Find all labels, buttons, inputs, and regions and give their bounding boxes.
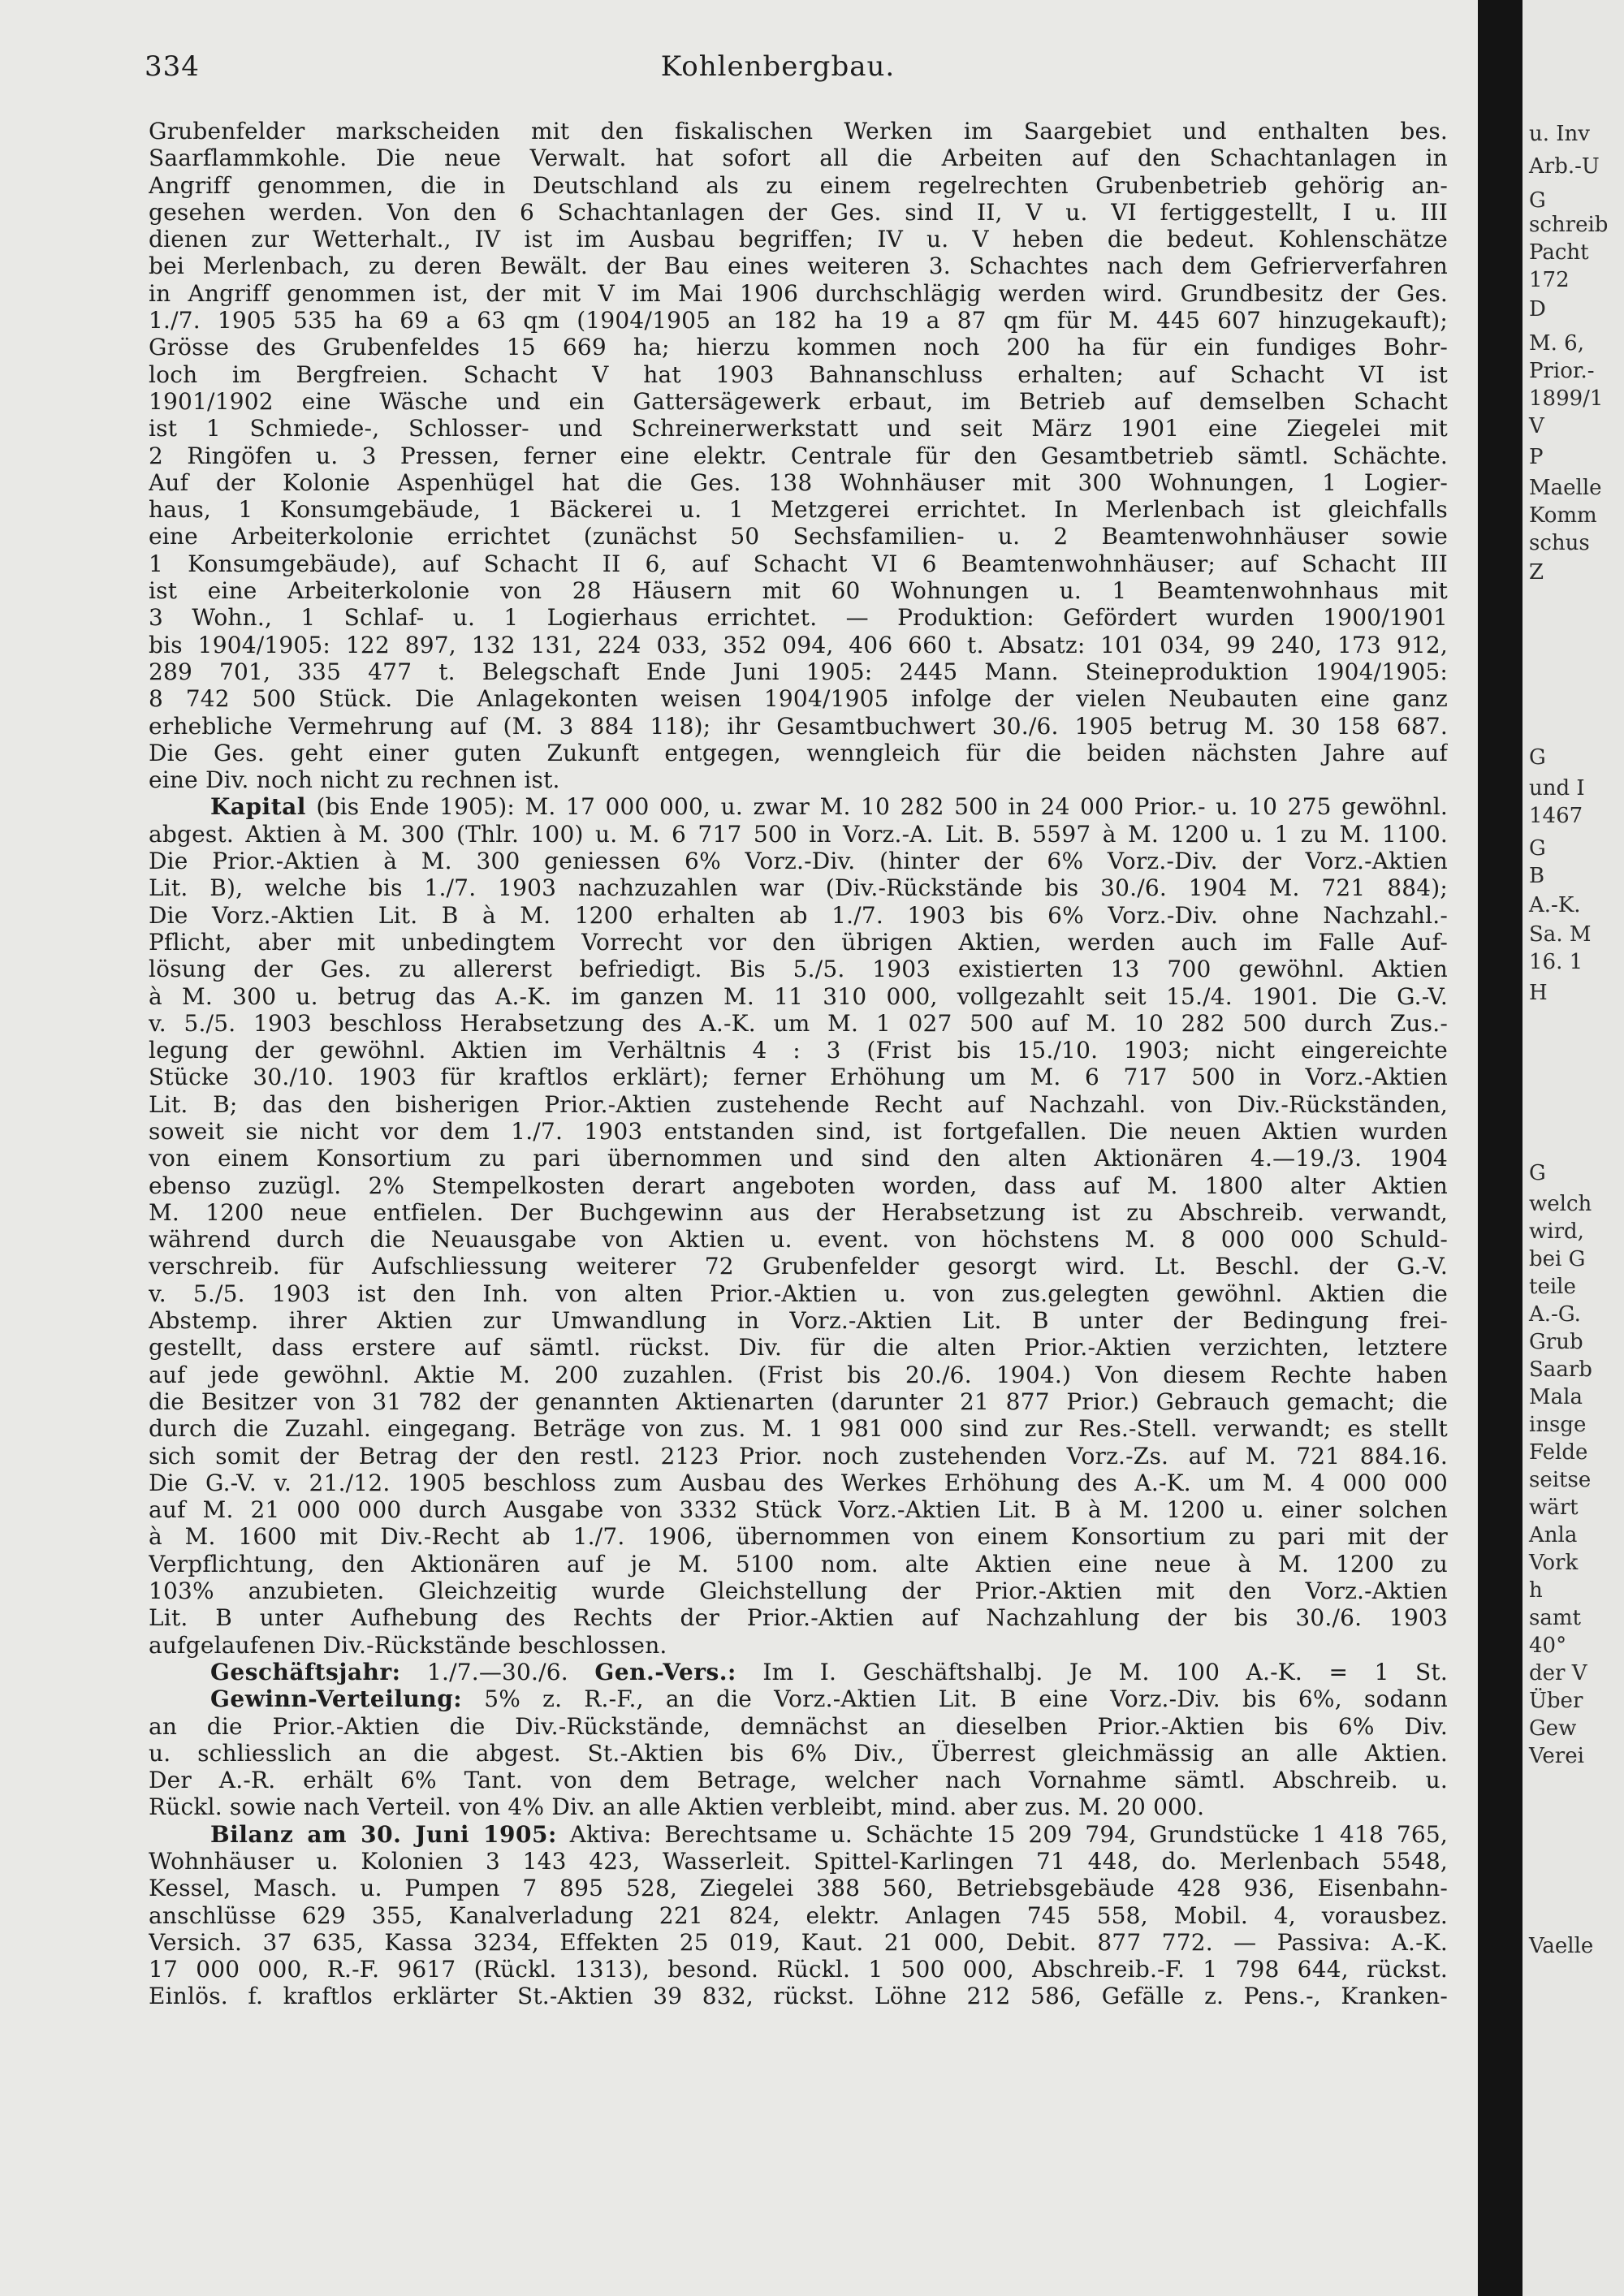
text-line [149, 1145, 1448, 1172]
line-text: aufgelaufenen Div.-Rückstände beschlossen. [149, 1631, 667, 1659]
text-line [149, 118, 1448, 145]
adjacent-page-text: seitse [1529, 1468, 1592, 1492]
text-line [149, 1253, 1448, 1280]
text-line [149, 496, 1448, 523]
text-line [149, 442, 1448, 469]
line-text: (bis Ende 1905): M. 17 000 000, u. zwar M. 10 282 500 in 24 000 Prior.- u. 10 275 gewöhnl. [305, 793, 1448, 821]
text-line [149, 793, 1448, 820]
line-text: abgest. Aktien à M. 300 (Thlr. 100) u. M. 6 717 500 in Vorz.-A. Lit. B. 5597 à M. 1200 u. 1 zu M. 1100. [149, 820, 1448, 848]
adjacent-page-text: Arb.-U [1529, 154, 1600, 179]
body-text [149, 118, 1448, 2010]
adjacent-page-text: V [1529, 414, 1544, 438]
text-line [149, 252, 1448, 279]
text-line [149, 1496, 1448, 1523]
line-text: Saarflammkohle. Die neue Verwalt. hat sofort all die Arbeiten auf den Schachtanlagen in [149, 145, 1448, 172]
text-line [149, 1226, 1448, 1253]
line-text: soweit sie nicht vor dem 1./7. 1903 entstanden sind, ist fortgefallen. Die neuen Aktien wurden [149, 1117, 1448, 1145]
text-line [149, 226, 1448, 252]
adjacent-page-text: H [1529, 981, 1548, 1005]
text-line [149, 1470, 1448, 1496]
text-line [149, 199, 1448, 226]
line-text: Grösse des Grubenfeldes 15 669 ha; hierzu kommen noch 200 ha für ein fundiges Bohr- [149, 334, 1448, 361]
line-text: Kessel, Masch. u. Pumpen 7 895 528, Ziegelei 388 560, Betriebsgebäude 428 936, Eisenbahn- [149, 1875, 1448, 1902]
line-text: während durch die Neuausgabe von Aktien u. event. von höchstens M. 8 000 000 Schuld- [149, 1226, 1448, 1254]
text-line [149, 1199, 1448, 1226]
line-text: v. 5./5. 1903 beschloss Herabsetzung des A.-K. um M. 1 027 500 auf M. 10 282 500 durch Zus.- [149, 1009, 1448, 1037]
text-line [149, 1551, 1448, 1577]
text-line [149, 469, 1448, 496]
line-text: à M. 300 u. betrug das A.-K. im ganzen M. 11 310 000, vollgezahlt seit 15./4. 1901. Die G.-V. [149, 982, 1448, 1010]
text-line [149, 1821, 1448, 1848]
text-line [149, 1956, 1448, 1983]
text-line [149, 1362, 1448, 1388]
text-line [149, 848, 1448, 874]
adjacent-page-text: 1899/1 [1529, 386, 1604, 411]
adjacent-page-text: Saarb [1529, 1357, 1592, 1382]
line-text: Die G.-V. v. 21./12. 1905 beschloss zum Ausbau des Werkes Erhöhung des A.-K. um M. 4 000 000 [149, 1469, 1448, 1496]
adjacent-page-text: G [1529, 745, 1546, 770]
line-text: 8 742 500 Stück. Die Anlagekonten weisen 1904/1905 infolge der vielen Neubauten eine ganz [149, 685, 1448, 713]
text-line [149, 1334, 1448, 1361]
line-text: v. 5./5. 1903 ist den Inh. von alten Prior.-Aktien u. von zus.gelegten gewöhnl. Aktien die [149, 1280, 1448, 1307]
text-line [149, 766, 1448, 793]
line-text: dienen zur Wetterhalt., IV ist im Ausbau begriffen; IV u. V heben die bedeut. Kohlenschätze [149, 226, 1448, 253]
text-line [149, 1929, 1448, 1956]
text-line [149, 713, 1448, 740]
text-line [149, 821, 1448, 848]
line-text: gestellt, dass erstere auf sämtl. rückst. Div. für die alten Prior.-Aktien verzichten, letztere [149, 1334, 1448, 1362]
line-text: auf M. 21 000 000 durch Ausgabe von 3332 Stück Vorz.-Aktien Lit. B à M. 1200 u. einer solchen [149, 1496, 1448, 1524]
text-line [149, 1604, 1448, 1631]
page-number: 334 [145, 50, 200, 83]
text-line [149, 874, 1448, 901]
text-line [149, 1118, 1448, 1145]
line-text: Grubenfelder markscheiden mit den fiskalischen Werken im Saargebiet und enthalten bes. [149, 118, 1448, 145]
text-line [149, 1064, 1448, 1090]
line-text: 103% anzubieten. Gleichzeitig wurde Gleichstellung der Prior.-Aktien mit den Vorz.-Aktien [149, 1577, 1448, 1605]
line-text: Auf der Kolonie Aspenhügel hat die Ges. 138 Wohnhäuser mit 300 Wohnungen, 1 Logier- [149, 468, 1448, 496]
adjacent-page-text: G [1529, 1161, 1546, 1185]
line-text: Verpflichtung, den Aktionären auf je M. 5100 nom. alte Aktien eine neue à M. 1200 zu [149, 1550, 1448, 1577]
line-text: durch die Zuzahl. eingegang. Beträge von zus. M. 1 981 000 sind zur Res.-Stell. verwandt; es stellt [149, 1415, 1448, 1443]
adjacent-page-text: 1467 [1529, 804, 1583, 828]
line-text: Abstemp. ihrer Aktien zur Umwandlung in Vorz.-Aktien Lit. B unter der Bedingung frei- [149, 1307, 1448, 1335]
adjacent-page-text: und I [1529, 776, 1585, 801]
text-line [149, 1415, 1448, 1442]
adjacent-page-text: insge [1529, 1413, 1587, 1437]
text-line [149, 523, 1448, 550]
text-line [149, 334, 1448, 360]
text-line [149, 902, 1448, 929]
text-line [149, 1523, 1448, 1550]
line-text: Versich. 37 635, Kassa 3234, Effekten 25 019, Kaut. 21 000, Debit. 877 772. — Passiva: A.-K. [149, 1928, 1448, 1956]
text-line [149, 1037, 1448, 1064]
line-text: legung der gewöhnl. Aktien im Verhältnis 4 : 3 (Frist bis 15./10. 1903; nicht eingereichte [149, 1037, 1448, 1064]
line-text: 5% z. R.-F., an die Vorz.-Aktien Lit. B eine Vorz.-Div. bis 6%, sodann [462, 1685, 1448, 1713]
line-text: 289 701, 335 477 t. Belegschaft Ende Juni 1905: 2445 Mann. Steineproduktion 1904/1905: [149, 658, 1448, 685]
section-heading: Gen.-Vers.: [594, 1658, 736, 1685]
line-text: eine Div. noch nicht zu rechnen ist. [149, 766, 560, 794]
line-text: u. schliesslich an die abgest. St.-Aktien bis 6% Div., Überrest gleichmässig an alle Aktien. [149, 1739, 1448, 1767]
adjacent-page-text: Gew [1529, 1716, 1577, 1741]
adjacent-page-text: P [1529, 445, 1544, 469]
text-line [149, 172, 1448, 199]
adjacent-page-text: Komm [1529, 503, 1597, 528]
text-line [149, 1740, 1448, 1767]
line-text: sich somit der Betrag der den restl. 2123 Prior. noch zustehenden Vorz.-Zs. auf M. 721 884.16. [149, 1442, 1448, 1470]
adjacent-page-text: Maelle [1529, 476, 1602, 500]
text-line [149, 1091, 1448, 1118]
line-text: eine Arbeiterkolonie errichtet (zunächst 50 Sechsfamilien- u. 2 Beamtenwohnhäuser sowie [149, 523, 1448, 550]
adjacent-page-text: B [1529, 864, 1545, 888]
section-heading: Bilanz am 30. Juni 1905: [210, 1820, 557, 1848]
adjacent-page-text: Z [1529, 560, 1544, 585]
adjacent-page-text: Vaelle [1529, 1934, 1594, 1958]
text-line [149, 361, 1448, 388]
text-line [149, 983, 1448, 1010]
adjacent-page-text: Grub [1529, 1330, 1583, 1354]
section-heading: Geschäftsjahr: [210, 1658, 401, 1685]
text-line [149, 1577, 1448, 1604]
line-text: Die Ges. geht einer guten Zukunft entgegen, wenngleich für die beiden nächsten Jahre auf [149, 739, 1448, 766]
line-text: 3 Wohn., 1 Schlaf- u. 1 Logierhaus errichtet. — Produktion: Gefördert wurden 1900/1901 [149, 604, 1448, 632]
line-text: Lit. B; das den bisherigen Prior.-Aktien zustehende Recht auf Nachzahl. von Div.-Rückständen, [149, 1090, 1448, 1118]
line-text: 2 Ringöfen u. 3 Pressen, ferner eine elektr. Centrale für den Gesamtbetrieb sämtl. Schächte. [149, 442, 1448, 469]
adjacent-page-text: G [1529, 188, 1546, 213]
line-text: Die Prior.-Aktien à M. 300 geniessen 6% Vorz.-Div. (hinter der 6% Vorz.-Div. der Vorz.-Aktien [149, 848, 1448, 875]
adjacent-page-text: Sa. M [1529, 922, 1592, 947]
line-text: auf jede gewöhnl. Aktie M. 200 zuzahlen. (Frist bis 20./6. 1904.) Von diesem Rechte haben [149, 1361, 1448, 1388]
adjacent-page-text: Mala [1529, 1385, 1583, 1409]
text-line [149, 1388, 1448, 1415]
adjacent-page-text: Vork [1529, 1551, 1579, 1575]
line-text: à M. 1600 mit Div.-Recht ab 1./7. 1906, übernommen von einem Konsortium zu pari mit der [149, 1523, 1448, 1551]
adjacent-page-text: wärt [1529, 1495, 1579, 1520]
text-line [149, 1659, 1448, 1685]
adjacent-page-text: Verei [1529, 1744, 1584, 1768]
text-line [149, 1848, 1448, 1875]
text-line [149, 604, 1448, 631]
adjacent-page-text: der V [1529, 1661, 1587, 1685]
text-line [149, 1307, 1448, 1334]
line-text: Aktiva: Berechtsame u. Schächte 15 209 794, Grundstücke 1 418 765, [556, 1820, 1448, 1848]
line-text: ist eine Arbeiterkolonie von 28 Häusern mit 60 Wohnungen u. 1 Beamtenwohnhaus mit [149, 577, 1448, 605]
text-line [149, 658, 1448, 685]
line-text: Der A.-R. erhält 6% Tant. von dem Betrage, welcher nach Vornahme sämtl. Abschreib. u. [149, 1767, 1448, 1794]
text-line [149, 1010, 1448, 1037]
adjacent-page-fragment [1522, 0, 1624, 2296]
text-line [149, 1793, 1448, 1820]
line-text: loch im Bergfreien. Schacht V hat 1903 Bahnanschluss erhalten; auf Schacht VI ist [149, 360, 1448, 388]
section-heading: Gewinn-Verteilung: [210, 1685, 463, 1713]
line-text: Die Vorz.-Aktien Lit. B à M. 1200 erhalten ab 1./7. 1903 bis 6% Vorz.-Div. ohne Nachzahl.- [149, 901, 1448, 929]
line-text: Einlös. f. kraftlos erklärter St.-Aktien 39 832, rückst. Löhne 212 586, Gefälle z. Pens.-, Kranken- [149, 1983, 1448, 2010]
line-text: Pflicht, aber mit unbedingtem Vorrecht vor den übrigen Aktien, werden auch im Falle Auf- [149, 928, 1448, 956]
text-line [149, 577, 1448, 604]
text-line [149, 280, 1448, 307]
line-text: M. 1200 neue entfielen. Der Buchgewinn aus der Herabsetzung ist zu Abschreib. verwandt, [149, 1198, 1448, 1226]
adjacent-page-text: Pacht [1529, 240, 1589, 265]
text-line [149, 1713, 1448, 1740]
line-text: von einem Konsortium zu pari übernommen und sind den alten Aktionären 4.—19./3. 1904 [149, 1145, 1448, 1172]
line-text: bei Merlenbach, zu deren Bewält. der Bau eines weiteren 3. Schachtes nach dem Gefrierverfahren [149, 252, 1448, 280]
text-line [149, 1443, 1448, 1470]
line-text: Im I. Geschäftshalbj. Je M. 100 A.-K. = 1 St. [736, 1658, 1448, 1685]
line-text: bis 1904/1905: 122 897, 132 131, 224 033, 352 094, 406 660 t. Absatz: 101 034, 99 240, 173 912, [149, 631, 1448, 658]
line-text: Angriff genommen, die in Deutschland als zu einem regelrechten Grubenbetrieb gehörig an- [149, 171, 1448, 199]
text-line [149, 1902, 1448, 1929]
adjacent-page-text: samt [1529, 1606, 1581, 1630]
running-title: Kohlenbergbau. [660, 50, 896, 83]
adjacent-page-text: Über [1529, 1689, 1583, 1713]
binding-gutter [1478, 0, 1522, 2296]
line-text: ebenso zuzügl. 2% Stempelkosten derart angeboten worden, dass auf M. 1800 alter Aktien [149, 1172, 1448, 1199]
line-text: 1./7. 1905 535 ha 69 a 63 qm (1904/1905 an 182 ha 19 a 87 qm für M. 445 607 hinzugekauft); [149, 307, 1448, 334]
line-text: 1901/1902 eine Wäsche und ein Gattersägewerk erbaut, im Betrieb auf demselben Schacht [149, 387, 1448, 415]
line-text: Wohnhäuser u. Kolonien 3 143 423, Wasserleit. Spittel-Karlingen 71 448, do. Merlenbach 5548, [149, 1848, 1448, 1875]
text-line [149, 550, 1448, 577]
line-text: 1 Konsumgebäude), auf Schacht II 6, auf Schacht VI 6 Beamtenwohnhäuser; auf Schacht III [149, 550, 1448, 577]
adjacent-page-text: Felde [1529, 1440, 1588, 1465]
text-line [149, 1685, 1448, 1712]
line-text: verschreib. für Aufschliessung weiterer 72 Grubenfelder gesorgt wird. Lt. Beschl. der G.-V. [149, 1253, 1448, 1280]
adjacent-page-text: A.-G. [1529, 1302, 1581, 1327]
adjacent-page-text: 16. 1 [1529, 950, 1583, 974]
section-heading: Kapital [210, 793, 306, 821]
adjacent-page-text: M. 6, [1529, 331, 1584, 356]
line-text: Lit. B unter Aufhebung des Rechts der Prior.-Aktien auf Nachzahlung der bis 30./6. 1903 [149, 1604, 1448, 1632]
line-text: Stücke 30./10. 1903 für kraftlos erklärt); ferner Erhöhung um M. 6 717 500 in Vorz.-Aktien [149, 1064, 1448, 1091]
text-line [149, 145, 1448, 171]
adjacent-page-text: 172 [1529, 268, 1570, 292]
line-text: Lit. B), welche bis 1./7. 1903 nachzuzahlen war (Div.-Rückstände bis 30./6. 1904 M. 721 884); [149, 874, 1448, 902]
text-line [149, 685, 1448, 712]
line-text: erhebliche Vermehrung auf (M. 3 884 118); ihr Gesamtbuchwert 30./6. 1905 betrug M. 30 158 687. [149, 712, 1448, 740]
text-line [149, 1280, 1448, 1307]
adjacent-page-text: h [1529, 1578, 1543, 1603]
text-line [149, 1632, 1448, 1659]
line-text: anschlüsse 629 355, Kanalverladung 221 824, elektr. Anlagen 745 558, Mobil. 4, vorausbez. [149, 1901, 1448, 1929]
text-line [149, 956, 1448, 982]
adjacent-page-text: welch [1529, 1192, 1592, 1216]
adjacent-page-text: G [1529, 836, 1546, 861]
adjacent-page-text: 40° [1529, 1634, 1567, 1658]
text-line [149, 1983, 1448, 2009]
text-line [149, 388, 1448, 415]
page-header [145, 50, 1460, 88]
line-text: ist 1 Schmiede-, Schlosser- und Schreinerwerkstatt und seit März 1901 eine Ziegelei mit [149, 415, 1448, 442]
adjacent-page-text: wird, [1529, 1219, 1584, 1244]
text-line [149, 307, 1448, 334]
line-text: die Besitzer von 31 782 der genannten Aktienarten (darunter 21 877 Prior.) Gebrauch gemacht; die [149, 1388, 1448, 1415]
text-line [149, 415, 1448, 442]
line-text: haus, 1 Konsumgebäude, 1 Bäckerei u. 1 Metzgerei errichtet. In Merlenbach ist gleichfalls [149, 496, 1448, 524]
text-line [149, 929, 1448, 956]
line-text: an die Prior.-Aktien die Div.-Rückstände, demnächst an dieselben Prior.-Aktien bis 6% Div. [149, 1712, 1448, 1740]
adjacent-page-text: D [1529, 297, 1546, 322]
adjacent-page-text: u. Inv [1529, 122, 1590, 146]
adjacent-page-text: Prior.- [1529, 359, 1595, 383]
text-line [149, 1875, 1448, 1901]
adjacent-page-text: bei G [1529, 1247, 1586, 1271]
text-line [149, 1767, 1448, 1793]
text-line [149, 1172, 1448, 1199]
text-line [149, 632, 1448, 658]
line-text: 1./7.—30./6. [400, 1658, 595, 1685]
adjacent-page-text: A.-K. [1529, 893, 1581, 917]
text-line [149, 740, 1448, 766]
line-text: gesehen werden. Von den 6 Schachtanlagen der Ges. sind II, V u. VI fertiggestellt, I u. III [149, 198, 1448, 226]
line-text: 17 000 000, R.-F. 9617 (Rückl. 1313), besond. Rückl. 1 500 000, Abschreib.-F. 1 798 644, rückst. [149, 1956, 1448, 1983]
adjacent-page-text: teile [1529, 1275, 1576, 1299]
line-text: lösung der Ges. zu allererst befriedigt. Bis 5./5. 1903 existierten 13 700 gewöhnl. Aktien [149, 956, 1448, 983]
adjacent-page-text: schreib [1529, 213, 1609, 237]
line-text: in Angriff genommen ist, der mit V im Mai 1906 durchschlägig werden wird. Grundbesitz der Ges. [149, 279, 1448, 307]
adjacent-page-text: schus [1529, 531, 1590, 555]
adjacent-page-text: Anla [1529, 1523, 1578, 1547]
line-text: Rückl. sowie nach Verteil. von 4% Div. an alle Aktien verbleibt, mind. aber zus. M. 20 000. [149, 1793, 1205, 1821]
